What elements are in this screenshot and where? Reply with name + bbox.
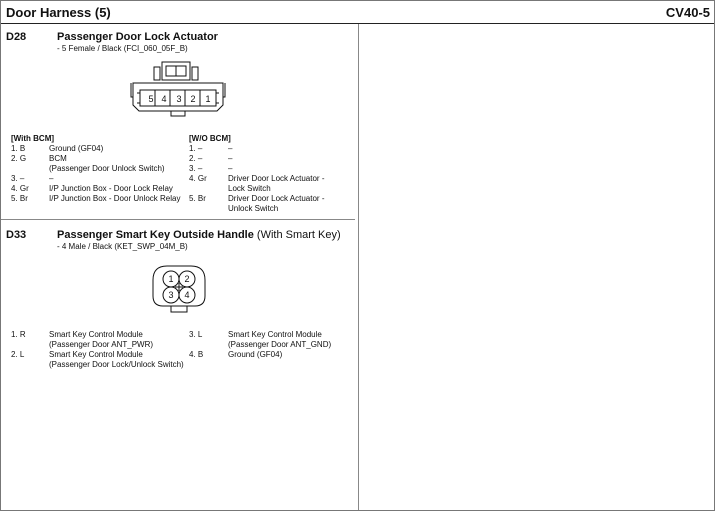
wo-bcm-heading: [W/O BCM] bbox=[189, 134, 231, 143]
d33-connector-diagram bbox=[149, 263, 209, 315]
d33-pin-label: 2 bbox=[184, 274, 190, 284]
pin-description: I/P Junction Box - Door Lock Relay bbox=[49, 184, 173, 193]
d33-title-main: Passenger Smart Key Outside Handle bbox=[57, 229, 254, 241]
d28-pin-label: 5 bbox=[148, 94, 154, 104]
pin-description: Ground (GF04) bbox=[49, 144, 104, 153]
page-code: CV40-5 bbox=[665, 5, 710, 20]
d28-title: Passenger Door Lock Actuator bbox=[57, 31, 218, 43]
pin-number: 3. – bbox=[189, 164, 203, 173]
pin-description-cont: (Passenger Door ANT_PWR) bbox=[49, 340, 154, 349]
pin-number: 4. B bbox=[189, 350, 204, 359]
pin-number: 2. G bbox=[11, 154, 27, 163]
pin-description: Driver Door Lock Actuator - bbox=[228, 174, 325, 183]
pin-number: 5. Br bbox=[11, 194, 28, 203]
pin-description: – bbox=[228, 164, 233, 173]
pin-description: Driver Door Lock Actuator - bbox=[228, 194, 325, 203]
d28-pin-label: 2 bbox=[190, 94, 196, 104]
d28-pin-label: 1 bbox=[205, 94, 211, 104]
pin-description: Smart Key Control Module bbox=[228, 330, 322, 339]
pin-number: 1. – bbox=[189, 144, 203, 153]
pin-description: Smart Key Control Module bbox=[49, 330, 143, 339]
header-bar bbox=[1, 1, 714, 24]
with-bcm-heading: [With BCM] bbox=[11, 134, 55, 143]
d33-pin-label: 3 bbox=[168, 290, 174, 300]
pin-number: 2. L bbox=[11, 350, 25, 359]
d33-pin-label: 4 bbox=[184, 290, 190, 300]
d28-spec: - 5 Female / Black (FCI_060_05F_B) bbox=[57, 44, 188, 53]
pin-description-cont: (Passenger Door Lock/Unlock Switch) bbox=[49, 360, 184, 369]
pin-description: I/P Junction Box - Door Unlock Relay bbox=[49, 194, 181, 203]
pin-number: 1. R bbox=[11, 330, 26, 339]
d33-connector-id: D33 bbox=[6, 229, 27, 241]
pin-description-cont: Lock Switch bbox=[228, 184, 271, 193]
pin-number: 3. L bbox=[189, 330, 203, 339]
d28-connector-id: D28 bbox=[6, 31, 27, 43]
d28-connector-diagram bbox=[129, 59, 227, 121]
pin-description: BCM bbox=[49, 154, 67, 163]
pin-description: Ground (GF04) bbox=[228, 350, 283, 359]
d28-pin-label: 3 bbox=[176, 94, 182, 104]
d33-spec: - 4 Male / Black (KET_SWP_04M_B) bbox=[57, 242, 188, 251]
pin-number: 1. B bbox=[11, 144, 26, 153]
pin-description: – bbox=[228, 154, 233, 163]
vertical-divider bbox=[358, 24, 359, 510]
pin-number: 3. – bbox=[11, 174, 25, 183]
pin-description-cont: (Passenger Door Unlock Switch) bbox=[49, 164, 165, 173]
pin-number: 4. Gr bbox=[11, 184, 29, 193]
section-divider bbox=[1, 219, 355, 220]
pin-description: – bbox=[228, 144, 233, 153]
d28-pin-label: 4 bbox=[161, 94, 167, 104]
d33-title bbox=[57, 229, 341, 241]
pin-description: – bbox=[49, 174, 54, 183]
pin-description-cont: Unlock Switch bbox=[228, 204, 279, 213]
pin-description-cont: (Passenger Door ANT_GND) bbox=[228, 340, 332, 349]
pin-number: 5. Br bbox=[189, 194, 206, 203]
pin-number: 2. – bbox=[189, 154, 203, 163]
page-title: Door Harness (5) bbox=[6, 5, 111, 20]
d33-title-note: (With Smart Key) bbox=[253, 229, 341, 241]
pin-description: Smart Key Control Module bbox=[49, 350, 143, 359]
d33-pin-label: 1 bbox=[168, 274, 174, 284]
pin-number: 4. Gr bbox=[189, 174, 207, 183]
